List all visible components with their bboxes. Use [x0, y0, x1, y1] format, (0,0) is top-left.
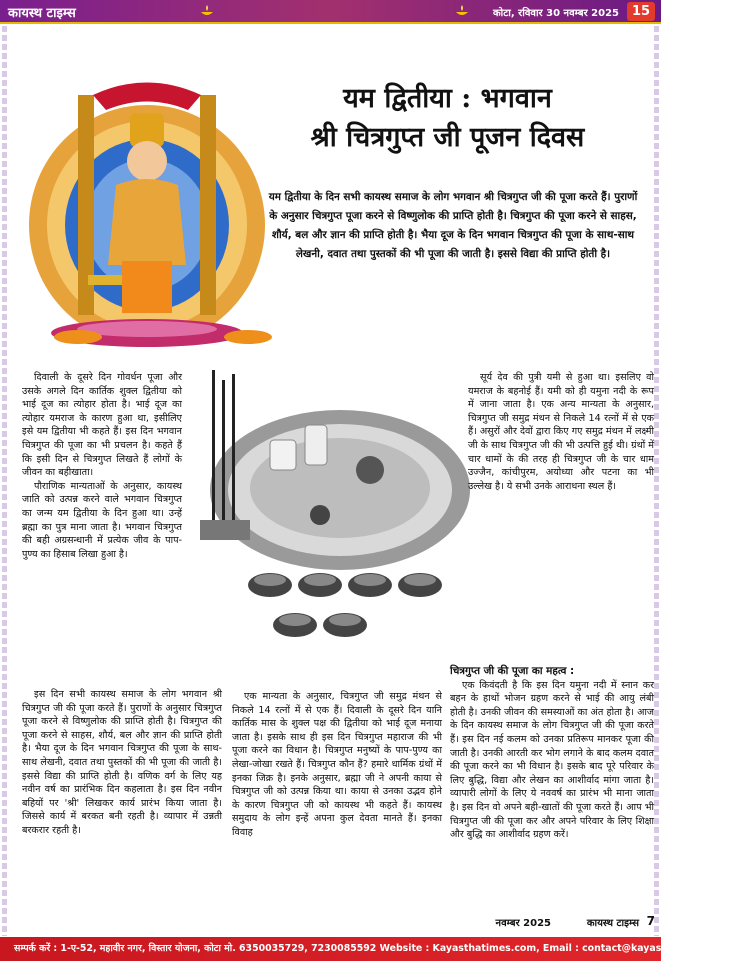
middle-column-text [232, 690, 442, 840]
article-intro: यम द्वितीया के दिन सभी कायस्थ समाज के लोग भगवान श्री चित्रगुप्त जी की पूजा करते हैं। पुराणों के अनुसार चित्रगुप्त पूजा करने से विष्णुलोक की प्राप्ति होती है। चित्रगुप्त की पूजा करने से साहस, शौर्य, बल और ज्ञान की प्राप्ति होती है। भैया दूज के दिन भगवान चित्रगुप्त की पूजा के साथ-साथ लेखनी, दवात तथा पुस्तकों की भी पूजा की जाती है। इससे विद्या की प्राप्ति होती है। [268, 191, 638, 260]
paragraph: दिवाली के दूसरे दिन गोवर्धन पूजा और उसके अगले दिन कार्तिक शुक्ल द्वितीया को भाई दूज का त्योहार होता है। भाई दूज का त्योहार यमराज के कारण हुआ था, इसीलिए इसे यम द्वितीया भी कहते हैं। इस दिन भगवान चित्रगुप्त की पूजा का भी प्रचलन है। कहते हैं कि इसी दिन से चित्रगुप्त लिखते हैं लोगों के जीवन का बहीखाता। [22, 372, 182, 479]
section-subhead: चित्रगुप्त जी की पूजा का महत्व : [450, 665, 575, 677]
right-column-text [468, 371, 654, 493]
footer-date: नवम्बर 2025 [495, 918, 551, 929]
paragraph: सूर्य देव की पुत्री यमी से हुआ था। इसलिए वो यमराज के बहनोई हैं। यमी को ही यमुना नदी के रूप में जाना जाता है। एक अन्य मान्यता के अनुसार, चित्रगुप्त जी समुद्र मंथन से निकले 14 रत्नों में से एक हैं। असुरों और देवों द्वारा किए गए समुद्र मंथन में लक्ष्मी जी के साथ चित्रगुप्त जी की भी उत्पत्ति हुई थी। ग्रंथों में चार धामों के की तरह ही चित्रगुप्त जी के चार धाम उज्जैन, कांचीपुरम, अयोध्या और पटना का भी उल्लेख है। ये सभी उनके आराधना स्थल हैं। [468, 372, 654, 492]
puja-thali-photo [170, 370, 470, 665]
paragraph: एक मान्यता के अनुसार, चित्रगुप्त जी समुद्र मंथन से निकले 14 रत्नों में से एक हैं। दिवाली के दूसरे दिन यानि कार्तिक मास के शुक्ल पक्ष की द्वितीया को भाई दूज मनाया जाता है। इसके साथ ही इस दिन चित्रगुप्त महाराज की भी पूजा करने का विधान है। चित्रगुप्त मनुष्यों के पाप-पुण्य का लेखा-जोखा रखते हैं। चित्रगुप्त कौन हैं? हमारे धार्मिक ग्रंथों में इनका जिक्र है। इनके अनुसार, ब्रह्मा जी ने अपनी काया से चित्रगुप्त जी को उत्पन्न किया था। काया से उनका उद्भव होने के कारण चित्रगुप्त जी को कायस्थ भी कहते हैं। कायस्थ समुदाय के लोग इन्हें अपना कुल देवता मानते हैं। इनका विवाह [232, 691, 442, 838]
contact-bar: सम्पर्क करें : 1-ए-52, महावीर नगर, विस्तार योजना, कोटा मो. 6350035729, 7230085592 Website : Kayasthatimes.com, Email : contact@kayasthatimes.com [0, 937, 661, 961]
chitragupta-illustration [18, 75, 276, 353]
paragraph: पौराणिक मान्यताओं के अनुसार, कायस्थ जाति को उत्पन्न करने वाले भगवान चित्रगुप्त का जन्म यम द्वितीया के दिन हुआ था। उन्हें ब्रह्मा का पुत्र माना जाता है। भगवान चित्रगुप्त की बही अग्रसन्धानी में प्रत्येक जीव के पाप-पुण्य का हिसाब लिखा हुआ है। [22, 480, 182, 560]
right-column-lower [450, 665, 654, 842]
page-footer [0, 912, 661, 934]
right-border-band [654, 26, 659, 936]
paragraph: एक किवंदती है कि इस दिन यमुना नदी में स्नान कर बहन के हाथों भोजन ग्रहण करने से भाई की आयु लंबी होती है। उनकी जीवन की समस्याओं का अंत होता है। आज के दिन कायस्थ समाज के लोग चित्रगुप्त जी की पूजा करते हैं। इस दिन नई कलम को उनका प्रतिरूप मानकर पूजा की जाती है। उनकी आरती कर भोग लगाने के बाद कलम दवात की पूजा करने का भी विधान है। इसके बाद पूरे परिवार के लिए बुद्धि, विद्या और लेखन का आशीर्वाद मांगा जाता है। व्यापारी लोगों के लिए ये नववर्ष का प्रारंभ भी माना जाता है। इस दिन वो अपने बही-खातों की पूजा करते हैं। आप भी चित्रगुप्त जी की पूजा कर और अपने परिवार के लिए शिक्षा और बुद्धि का आशीर्वाद ग्रहण करें। [450, 679, 654, 841]
paragraph: इस दिन सभी कायस्थ समाज के लोग भगवान श्री चित्रगुप्त जी की पूजा करते हैं। पुराणों के अनुसार चित्रगुप्त पूजा करने से विष्णुलोक की प्राप्ति होती है। चित्रगुप्त की पूजा करने से साहस, शौर्य, बल और ज्ञान की प्राप्ति होती है। भैया दूज के दिन भगवान चित्रगुप्त की पूजा के साथ-साथ लेखनी, दवात तथा पुस्तकों की भी पूजा की जाती है। इससे विद्या की प्राप्ति होती है। वणिक वर्ग के लिए यह नवीन वर्ष का प्रारंभिक दिन कहलाता है। इस दिन नवीन बहियों पर 'श्री' लिखकर कार्य प्रारंभ किया जाता है। जिससे कार्य में बरकत बनी रहती है। व्यापार में उन्नती बरकरार रहती है। [22, 689, 222, 836]
left-border-band [2, 26, 7, 936]
headline-line1: यम द्वितीया : भगवान [343, 83, 552, 114]
diya-icon [200, 4, 214, 18]
diya-icon [455, 4, 469, 18]
masthead-brand: कायस्थ टाइम्स [8, 6, 76, 21]
left-column-text-lower [22, 688, 222, 838]
masthead-bar [0, 0, 661, 24]
dateline: कोटा, रविवार 30 नवम्बर 2025 [492, 8, 619, 19]
article-headline [240, 80, 655, 158]
footer-page-number: 7 [646, 914, 655, 928]
headline-line2: श्री चित्रगुप्त जी पूजन दिवस [310, 122, 585, 153]
left-column-text [22, 371, 182, 561]
footer-brand: कायस्थ टाइम्स [586, 918, 639, 929]
page-number-badge: 15 [627, 2, 655, 21]
